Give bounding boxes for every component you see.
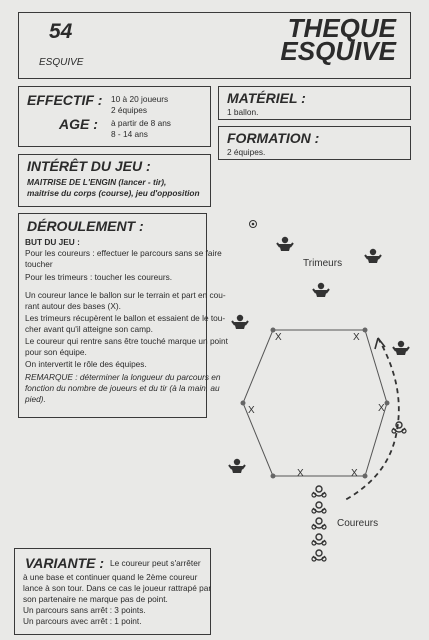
base-x-mark: X [248, 405, 255, 416]
deroulement-line: cher avant qu'il atteigne son camp. [25, 324, 153, 334]
deroulement-line: Les trimeurs récupèrent le ballon et essaient de le tou- [25, 313, 226, 323]
interet-line-2: maitrise du corps (course), jeu d'opposition [27, 188, 200, 198]
base-circuit [243, 330, 387, 476]
effectif-value-2: 2 équipes [111, 105, 147, 115]
variante-box [14, 548, 211, 635]
materiel-box [218, 86, 411, 120]
runner-figure [312, 502, 326, 513]
variante-line: Un parcours avec arrêt : 1 point. [23, 616, 142, 626]
field-diagram [215, 210, 429, 570]
formation-value: 2 équipes. [227, 147, 266, 157]
remarque-line: pied). [25, 394, 46, 404]
sheet-subtitle: ESQUIVE [39, 57, 84, 68]
runner-figure [312, 518, 326, 529]
base-x-mark: X [297, 468, 304, 479]
effectif-value-1: 10 à 20 joueurs [111, 94, 169, 104]
deroulement-line: On intervertit le rôle des équipes. [25, 359, 147, 369]
ball-icon [250, 221, 257, 228]
trimeurs-label: Trimeurs [303, 258, 343, 269]
variante-line: Le coureur peut s'arrêter [110, 558, 201, 568]
base-x-mark: X [351, 468, 358, 479]
runner-figure [312, 486, 326, 497]
base-x-mark: X [275, 332, 282, 343]
formation-label: FORMATION : [227, 130, 320, 146]
remarque-line: REMARQUE : déterminer la longueur du parcours en [25, 372, 221, 382]
deroulement-line: Pour les trimeurs : toucher les coureurs. [25, 272, 173, 282]
title-line-2: ESQUIVE [280, 36, 396, 66]
fielder-figure [313, 283, 329, 297]
effectif-box [18, 86, 211, 147]
deroulement-line: pour son équipe. [25, 347, 87, 357]
fielder-figure [365, 249, 381, 263]
interet-line-1: MAITRISE DE L'ENGIN (lancer - tir), [27, 177, 167, 187]
sheet-number: 54 [49, 20, 73, 43]
variante-label: VARIANTE : [25, 555, 105, 571]
but-du-jeu-label: BUT DU JEU : [25, 237, 80, 247]
interet-box [18, 154, 211, 207]
age-value-1: à partir de 8 ans [111, 118, 171, 128]
deroulement-line: Un coureur lance le ballon sur le terrain et part en cou- [25, 290, 226, 300]
materiel-value: 1 ballon. [227, 107, 259, 117]
deroulement-line: Le coureur qui rentre sans être touché marque un point [25, 336, 228, 346]
coureurs-label: Coureurs [337, 518, 379, 529]
age-label: AGE : [59, 116, 98, 132]
remarque-line: fonction du nombre de joueurs et du tir (à la main, au [25, 383, 220, 393]
base-x-mark: X [353, 332, 360, 343]
variante-line: Un parcours sans arrêt : 3 points. [23, 605, 146, 615]
base-dots [241, 328, 390, 479]
interet-label: INTÉRÊT DU JEU : [27, 158, 151, 174]
title-line-1: THEQUE [287, 13, 396, 43]
deroulement-line: rant autour des bases (X). [25, 301, 121, 311]
deroulement-line: Pour les coureurs : effectuer le parcours sans se faire [25, 248, 222, 258]
formation-box [218, 126, 411, 160]
deroulement-line: toucher [25, 259, 53, 269]
deroulement-box [18, 213, 228, 418]
header-box [18, 12, 411, 79]
variante-line: lance à son tour. Dans ce cas le joueur rattrapé par [23, 583, 212, 593]
variante-line: son partenaire ne marque pas de point. [23, 594, 168, 604]
fielder-figure [393, 341, 409, 355]
page-title [280, 13, 396, 66]
runner-figure [312, 550, 326, 561]
runner-figure [312, 534, 326, 545]
materiel-label: MATÉRIEL : [227, 90, 306, 106]
fielder-figure [277, 237, 293, 251]
fielder-figure [229, 459, 245, 473]
age-value-2: 8 - 14 ans [111, 129, 148, 139]
deroulement-label: DÉROULEMENT : [27, 218, 144, 234]
base-x-mark: X [378, 403, 385, 414]
runner-figure [392, 422, 406, 433]
variante-line: à une base et continuer quand le 2ème coureur [23, 572, 198, 582]
fielder-figure [232, 315, 248, 329]
effectif-label: EFFECTIF : [27, 92, 103, 108]
